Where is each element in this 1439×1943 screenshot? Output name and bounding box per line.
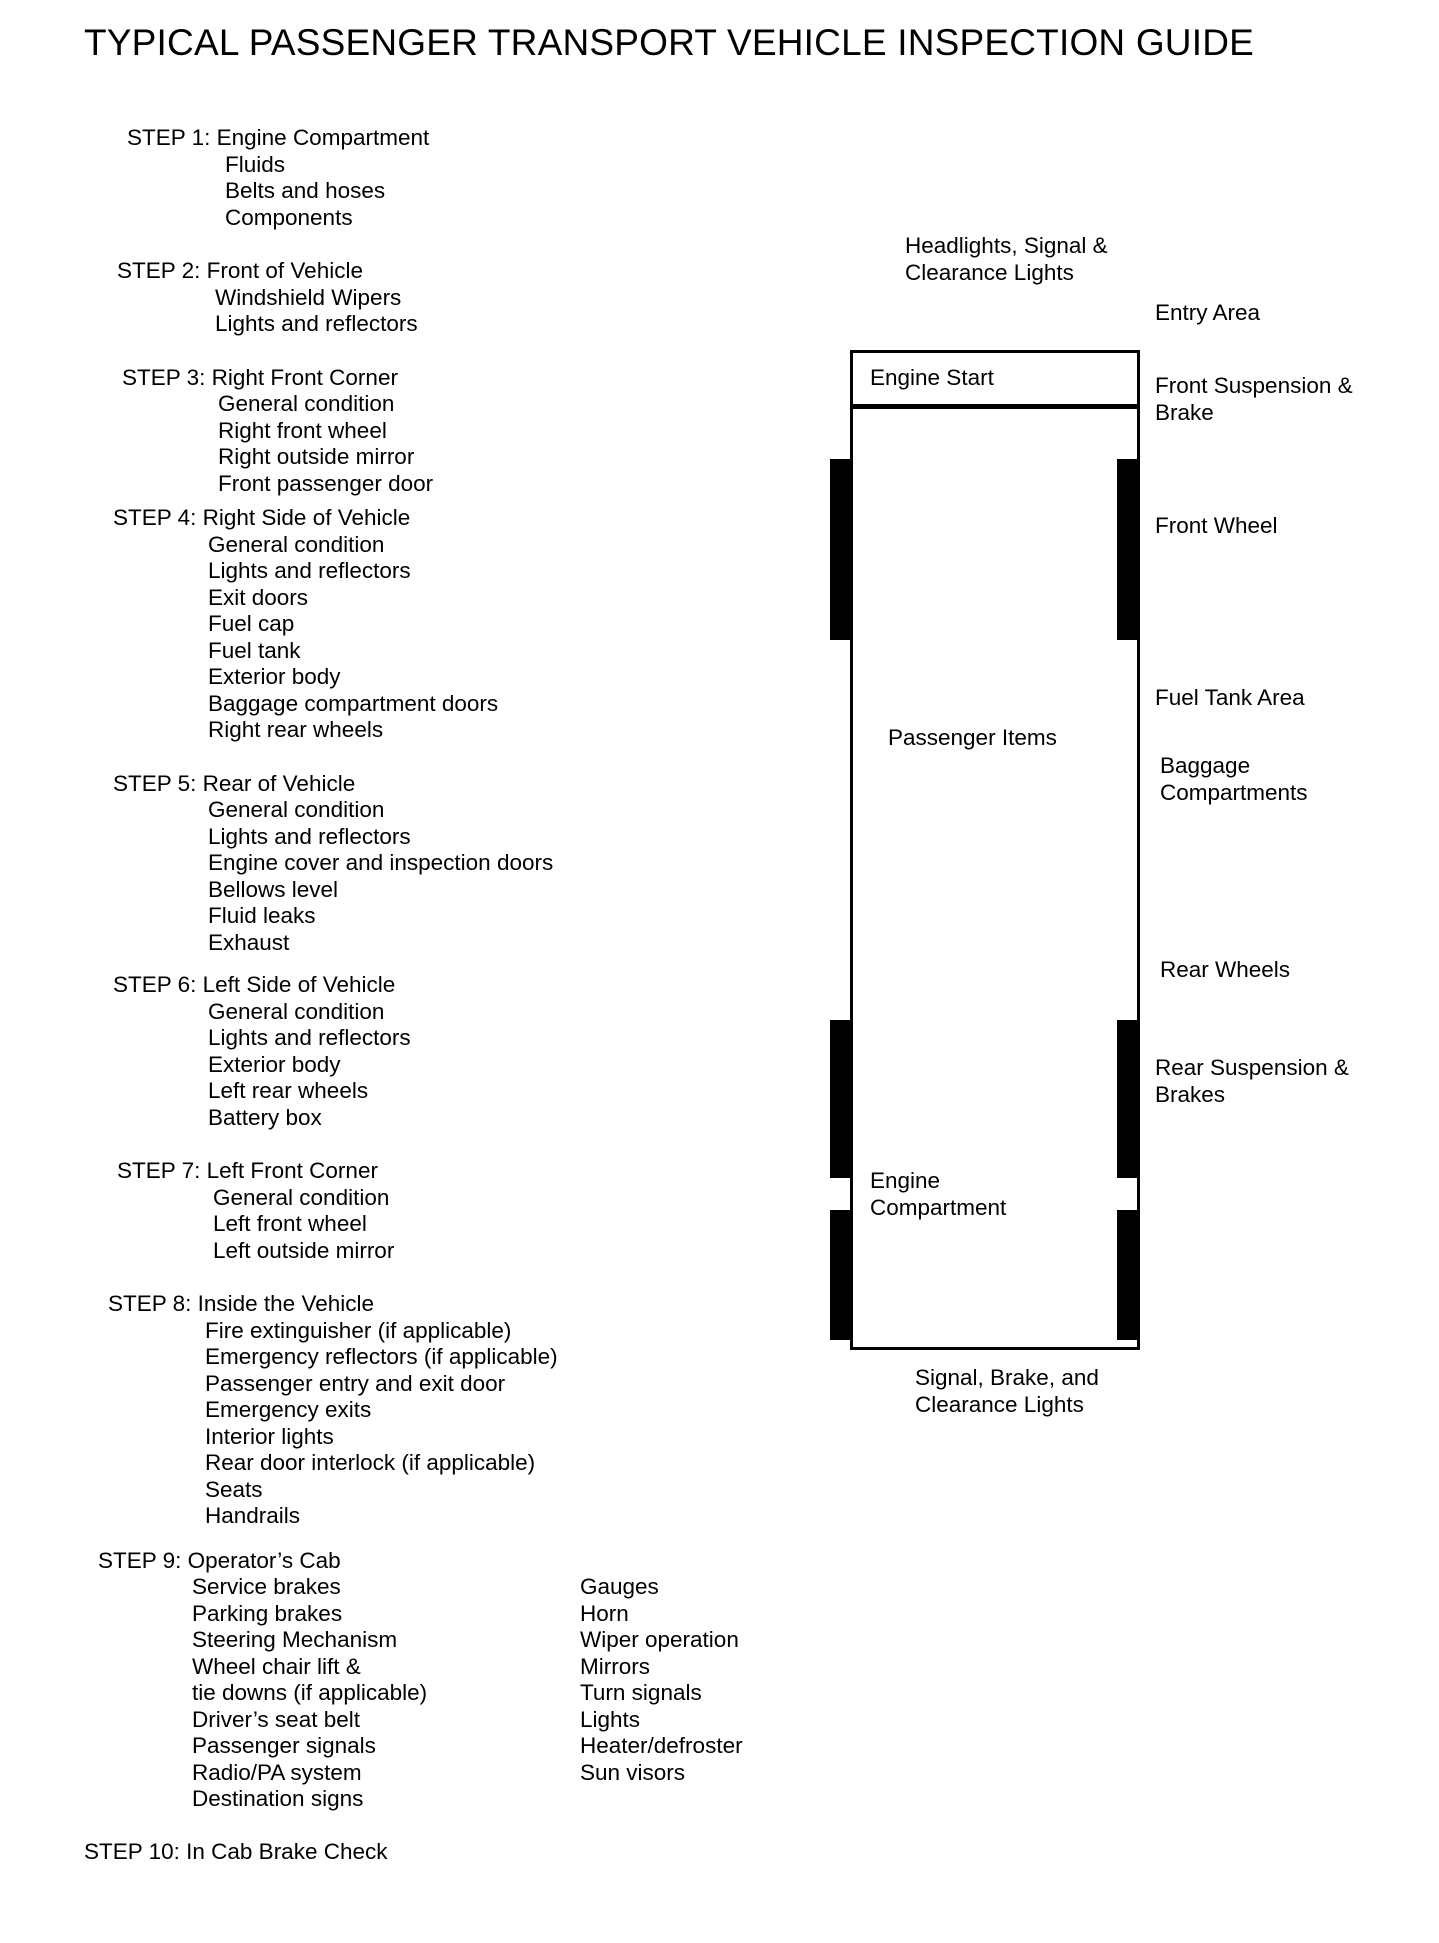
step-4: [0, 505, 640, 744]
step-8-heading: STEP 8: Inside the Vehicle: [108, 1291, 375, 1316]
step-4-heading: STEP 4: Right Side of Vehicle: [113, 505, 411, 530]
step-9-right-item-2: Wiper operation: [580, 1627, 739, 1652]
diagram-label-engine-compartment: [870, 1168, 1006, 1221]
step-8-item-5: Rear door interlock (if applicable): [205, 1450, 536, 1475]
step-3-item-2: Right outside mirror: [218, 444, 415, 469]
step-2-heading: STEP 2: Front of Vehicle: [117, 258, 363, 283]
step-8-item-3: Emergency exits: [205, 1397, 372, 1422]
step-8: [0, 1291, 640, 1530]
step-4-item-4: Fuel tank: [208, 637, 301, 663]
step-7-item-1: Left front wheel: [213, 1211, 367, 1236]
step-9-right-item-5: Lights: [580, 1706, 641, 1732]
step-4-item-5: Exterior body: [208, 664, 341, 689]
step-9-left-item-1: Parking brakes: [192, 1600, 343, 1626]
step-7-item-2: Left outside mirror: [213, 1237, 395, 1263]
step-8-item-4: Interior lights: [205, 1423, 334, 1449]
diagram-label-rear-wheels: Rear Wheels: [1160, 957, 1291, 982]
step-3: [0, 365, 640, 498]
diagram-label-entry-area: Entry Area: [1155, 300, 1261, 325]
step-9-right-item-6: Heater/defroster: [580, 1733, 743, 1758]
step-6: [0, 972, 640, 1131]
diagram-label-signal-brake-line1: Signal, Brake, and: [915, 1365, 1099, 1390]
step-9-right-item-7: Sun visors: [580, 1759, 686, 1785]
step-4-item-6: Baggage compartment doors: [208, 690, 499, 716]
step-6-item-2: Exterior body: [208, 1051, 341, 1077]
step-9-left-item-4: tie downs (if applicable): [192, 1680, 428, 1705]
step-8-item-1: Emergency reflectors (if applicable): [205, 1344, 558, 1369]
step-3-item-1: Right front wheel: [218, 417, 387, 443]
step-7-item-0: General condition: [213, 1184, 390, 1210]
diagram-label-headlights-line1: Headlights, Signal &: [905, 233, 1108, 258]
step-5-item-1: Lights and reflectors: [208, 823, 411, 849]
diagram-label-signal-brake: [915, 1365, 1099, 1418]
step-8-item-2: Passenger entry and exit door: [205, 1370, 506, 1396]
diagram-label-front-suspension-line2: Brake: [1155, 399, 1214, 425]
step-1-heading: STEP 1: Engine Compartment: [127, 125, 430, 150]
step-9-left-item-0: Service brakes: [192, 1574, 341, 1599]
wheel-front-left: [830, 459, 853, 640]
step-5-item-3: Bellows level: [208, 876, 339, 902]
diagram-label-baggage-line1: Baggage: [1160, 753, 1251, 778]
step-8-item-6: Seats: [205, 1476, 263, 1502]
step-5-heading: STEP 5: Rear of Vehicle: [113, 770, 356, 796]
diagram-label-engine-start: Engine Start: [870, 365, 994, 390]
step-4-item-7: Right rear wheels: [208, 717, 384, 742]
step-3-item-3: Front passenger door: [218, 470, 434, 496]
step-2: [0, 258, 640, 338]
step-4-item-0: General condition: [208, 531, 385, 557]
step-10-heading: STEP 10: In Cab Brake Check: [84, 1839, 388, 1864]
page-title: TYPICAL PASSENGER TRANSPORT VEHICLE INSPECTION GUIDE: [84, 22, 1255, 63]
step-1: [0, 125, 640, 231]
step-9-left-item-7: Radio/PA system: [192, 1759, 362, 1785]
step-5-item-0: General condition: [208, 797, 385, 822]
step-9-right-item-1: Horn: [580, 1600, 629, 1626]
step-8-item-7: Handrails: [205, 1503, 301, 1528]
step-5: [0, 771, 640, 957]
vehicle-diagram: [820, 233, 1420, 1615]
step-6-item-4: Battery box: [208, 1104, 322, 1130]
step-9-right-item-0: Gauges: [580, 1574, 659, 1599]
diagram-label-headlights: [905, 233, 1108, 286]
step-7-heading: STEP 7: Left Front Corner: [117, 1158, 378, 1183]
step-6-item-0: General condition: [208, 998, 385, 1024]
step-6-item-1: Lights and reflectors: [208, 1025, 411, 1050]
steps-list: [0, 125, 743, 1882]
diagram-label-baggage-compartments: [1160, 753, 1308, 806]
step-4-item-3: Fuel cap: [208, 611, 295, 636]
diagram-label-rear-suspension: [1155, 1055, 1349, 1108]
step-2-item-0: Windshield Wipers: [215, 284, 402, 310]
step-5-item-5: Exhaust: [208, 929, 290, 955]
diagram-label-engine-compartment-line1: Engine: [870, 1168, 941, 1193]
step-9: [0, 1547, 743, 1840]
step-6-heading: STEP 6: Left Side of Vehicle: [113, 972, 396, 997]
diagram-label-baggage-line2: Compartments: [1160, 779, 1308, 805]
step-6-item-3: Left rear wheels: [208, 1078, 369, 1103]
step-7: [0, 1158, 640, 1264]
step-8-item-0: Fire extinguisher (if applicable): [205, 1317, 512, 1343]
step-3-heading: STEP 3: Right Front Corner: [122, 364, 398, 390]
diagram-label-passenger-items: Passenger Items: [888, 725, 1057, 750]
step-4-item-1: Lights and reflectors: [208, 558, 411, 583]
step-3-item-0: General condition: [218, 391, 395, 416]
step-1-item-1: Belts and hoses: [225, 178, 386, 203]
diagram-label-rear-suspension-line2: Brakes: [1155, 1081, 1226, 1107]
step-9-left-item-5: Driver’s seat belt: [192, 1706, 360, 1732]
step-9-left-item-6: Passenger signals: [192, 1733, 376, 1758]
wheel-rear-left-1: [830, 1020, 853, 1178]
wheel-rear-right-2: [1117, 1210, 1140, 1340]
step-9-left-item-3: Wheel chair lift &: [192, 1653, 361, 1679]
diagram-label-headlights-line2: Clearance Lights: [905, 259, 1074, 285]
step-9-left-item-8: Destination signs: [192, 1786, 364, 1811]
step-5-item-4: Fluid leaks: [208, 903, 316, 928]
step-9-column-right: [380, 1574, 840, 1786]
diagram-label-front-suspension-line1: Front Suspension &: [1155, 373, 1353, 398]
diagram-label-front-suspension: [1155, 373, 1353, 426]
diagram-label-fuel-tank-area: Fuel Tank Area: [1155, 685, 1305, 710]
step-10: [0, 1839, 640, 1866]
step-1-item-2: Components: [225, 204, 353, 230]
diagram-label-signal-brake-line2: Clearance Lights: [915, 1391, 1084, 1417]
step-9-left-item-2: Steering Mechanism: [192, 1627, 398, 1652]
step-2-item-1: Lights and reflectors: [215, 311, 418, 336]
step-4-item-2: Exit doors: [208, 584, 309, 610]
diagram-label-engine-compartment-line2: Compartment: [870, 1194, 1007, 1220]
wheel-front-right: [1117, 459, 1140, 640]
wheel-rear-left-2: [830, 1210, 853, 1340]
diagram-label-rear-suspension-line1: Rear Suspension &: [1155, 1055, 1349, 1080]
step-1-item-0: Fluids: [225, 151, 286, 177]
step-9-right-item-3: Mirrors: [580, 1653, 650, 1679]
step-5-item-2: Engine cover and inspection doors: [208, 850, 554, 875]
step-9-heading: STEP 9: Operator’s Cab: [98, 1547, 341, 1573]
wheel-rear-right-1: [1117, 1020, 1140, 1178]
step-9-right-item-4: Turn signals: [580, 1680, 702, 1705]
diagram-label-front-wheel: Front Wheel: [1155, 513, 1278, 538]
